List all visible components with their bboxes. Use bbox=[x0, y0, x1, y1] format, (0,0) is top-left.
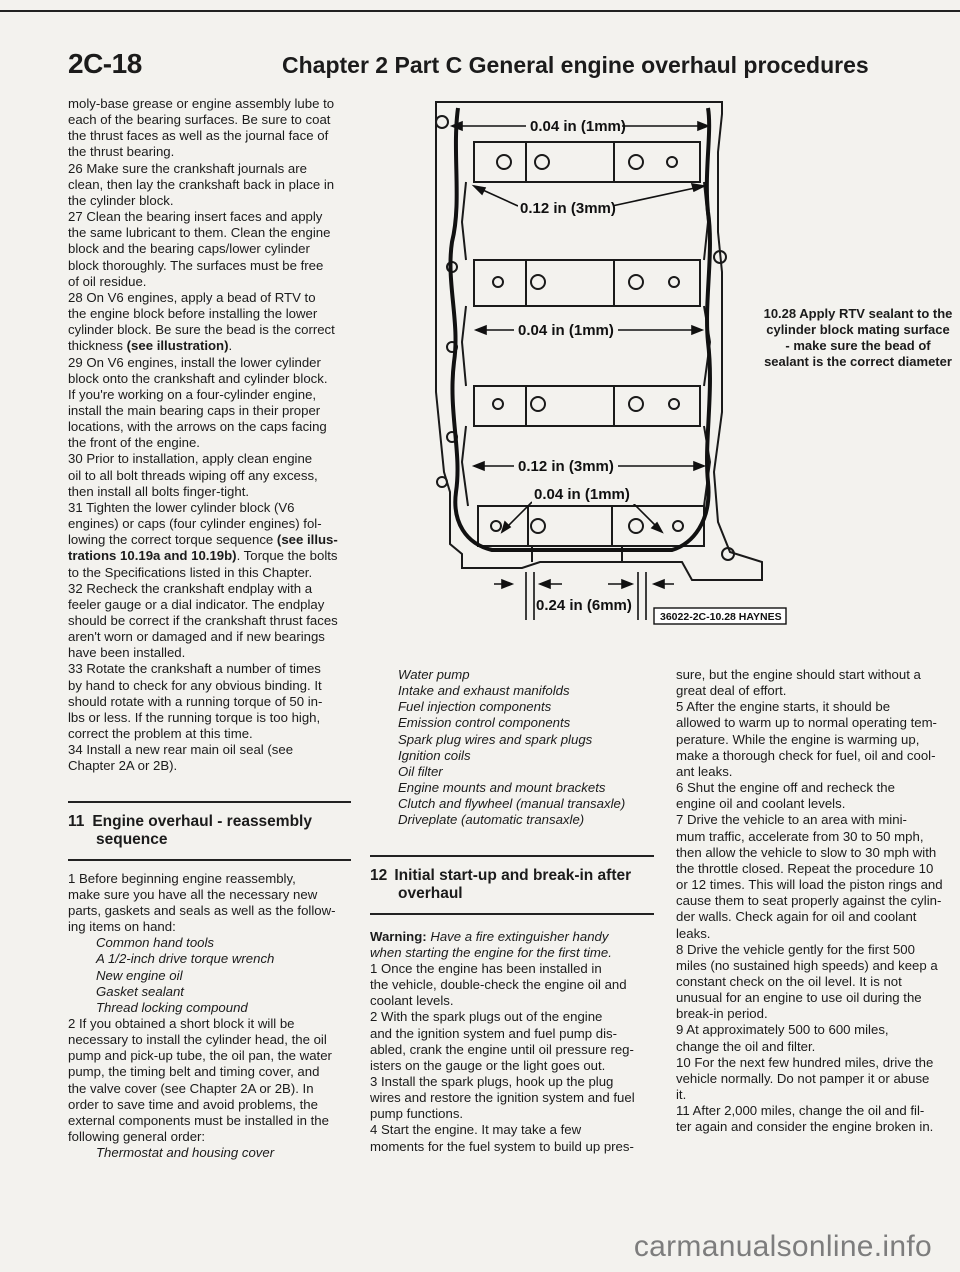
body-line: der walls. Check again for oil and coolant bbox=[676, 909, 917, 925]
column-3 bbox=[676, 667, 951, 1136]
section-number: 12 bbox=[370, 866, 388, 884]
list-item: Driveplate (automatic transaxle) bbox=[398, 812, 585, 828]
body-line: 8 Drive the vehicle gently for the first 500 bbox=[676, 941, 915, 957]
body-line: lbs or less. If the running torque is too high, bbox=[68, 709, 321, 725]
body-line: Chapter 2A or 2B). bbox=[68, 758, 178, 774]
list-item: Common hand tools bbox=[96, 935, 215, 951]
body-line: oil to all bolt threads wiping off any excess, bbox=[68, 467, 318, 483]
column-1 bbox=[68, 96, 351, 1161]
body-line: 6 Shut the engine off and recheck the bbox=[676, 780, 895, 796]
body-line: 27 Clean the bearing insert faces and apply bbox=[68, 209, 323, 225]
body-line: the same lubricant to them. Clean the engine bbox=[68, 225, 331, 241]
body-line: pump functions. bbox=[370, 1106, 464, 1122]
list-item: Thermostat and housing cover bbox=[96, 1145, 275, 1161]
dimension-label: 0.12 in (3mm) bbox=[520, 200, 616, 217]
list-item: Clutch and flywheel (manual transaxle) bbox=[398, 796, 626, 812]
body-line: miles (no sustained high speeds) and keep a bbox=[676, 957, 938, 973]
illustration-ref: trations 10.19a and 10.19b) bbox=[68, 548, 237, 564]
body-line: ter again and consider the engine broken in. bbox=[676, 1119, 934, 1135]
warning-text: when starting the engine for the first time. bbox=[370, 944, 612, 960]
top-rule bbox=[0, 10, 960, 12]
list-item: New engine oil bbox=[96, 967, 183, 983]
page-header bbox=[68, 48, 928, 82]
body-line: 31 Tighten the lower cylinder block (V6 bbox=[68, 499, 295, 515]
body-line: pump and pick-up tube, the oil pan, the water bbox=[68, 1048, 332, 1064]
body-line: have been installed. bbox=[68, 645, 186, 661]
body-line: each of the bearing surfaces. Be sure to coat bbox=[68, 112, 331, 128]
body-line: 29 On V6 engines, install the lower cylinder bbox=[68, 354, 321, 370]
section-12-heading bbox=[370, 855, 654, 915]
body-line: block onto the crankshaft and cylinder block. bbox=[68, 370, 328, 386]
body-line: 7 Drive the vehicle to an area with mini- bbox=[676, 812, 907, 828]
engine-block-figure bbox=[422, 92, 790, 632]
list-item: Gasket sealant bbox=[96, 983, 184, 999]
body-line: If you're working on a four-cylinder engine, bbox=[68, 386, 317, 402]
body-line: 3 Install the spark plugs, hook up the plug bbox=[370, 1073, 614, 1089]
body-line: the engine block before installing the lower bbox=[68, 306, 318, 322]
body-line: 30 Prior to installation, apply clean engine bbox=[68, 451, 313, 467]
body-line: leaks. bbox=[676, 925, 711, 941]
section-11-heading bbox=[68, 801, 351, 861]
body-line: 2 With the spark plugs out of the engine bbox=[370, 1009, 603, 1025]
body-line: correct the problem at this time. bbox=[68, 726, 253, 742]
section-title: Initial start-up and break-in after bbox=[394, 866, 632, 884]
list-item: Oil filter bbox=[398, 763, 443, 779]
section-heading-line bbox=[68, 813, 351, 831]
body-line: 1 Once the engine has been installed in bbox=[370, 960, 602, 976]
bulkhead-4 bbox=[478, 506, 704, 546]
body-line: break-in period. bbox=[676, 1006, 768, 1022]
body-line: constant check on the oil level. It is not bbox=[676, 973, 902, 989]
body-line: should rotate with a running torque of 50 in- bbox=[68, 693, 323, 709]
list-item: Thread locking compound bbox=[96, 999, 248, 1015]
dimension-label: 0.04 in (1mm) bbox=[518, 322, 614, 339]
body-line: locations, with the arrows on the caps facing bbox=[68, 419, 327, 435]
warning-label: Warning: bbox=[370, 928, 427, 944]
list-item: Intake and exhaust manifolds bbox=[398, 683, 570, 699]
dimension-label: 0.04 in (1mm) bbox=[534, 486, 630, 503]
illustration-ref: (see illus- bbox=[273, 532, 338, 548]
body-line: engines) or caps (four cylinder engines) fol- bbox=[68, 516, 322, 532]
body-line bbox=[68, 532, 351, 548]
body-line: coolant levels. bbox=[370, 993, 454, 1009]
dimension-label: 0.24 in (6mm) bbox=[536, 597, 632, 614]
body-line: block and the bearing caps/lower cylinder bbox=[68, 241, 310, 257]
body-line: install the main bearing caps in their proper bbox=[68, 402, 321, 418]
figure-code: 36022-2C-10.28 HAYNES bbox=[660, 611, 782, 623]
engine-block-diagram bbox=[422, 92, 790, 632]
section-title: Engine overhaul - reassembly bbox=[92, 812, 312, 830]
body-line: or 12 times. This will load the piston rings and bbox=[676, 877, 943, 893]
body-line: great deal of effort. bbox=[676, 683, 787, 699]
body-line: 10 For the next few hundred miles, drive the bbox=[676, 1054, 934, 1070]
body-line: the cylinder block. bbox=[68, 192, 174, 208]
body-line: make a thorough check for fuel, oil and cool- bbox=[676, 747, 936, 763]
body-line: allowed to warm up to normal operating tem- bbox=[676, 715, 937, 731]
site-watermark: carmanualsonline.info bbox=[633, 1230, 932, 1263]
body-line: vehicle normally. Do not pamper it or abuse bbox=[676, 1070, 930, 1086]
body-line: 2 If you obtained a short block it will be bbox=[68, 1015, 295, 1031]
body-line: order to save time and avoid problems, the bbox=[68, 1096, 318, 1112]
section-title: sequence bbox=[96, 830, 168, 848]
bulkhead-2 bbox=[474, 260, 700, 306]
body-line: feeler gauge or a dial indicator. The endplay bbox=[68, 596, 325, 612]
list-item: A 1/2-inch drive torque wrench bbox=[96, 951, 275, 967]
text-span: . Torque the bolts bbox=[236, 548, 338, 564]
body-line: 33 Rotate the crankshaft a number of times bbox=[68, 661, 321, 677]
body-line: and the ignition system and fuel pump dis- bbox=[370, 1025, 618, 1041]
body-line: block thoroughly. The surfaces must be free bbox=[68, 257, 324, 273]
block-outline bbox=[436, 102, 762, 580]
body-line: of oil residue. bbox=[68, 273, 147, 289]
body-line: 5 After the engine starts, it should be bbox=[676, 699, 891, 715]
body-line: 9 At approximately 500 to 600 miles, bbox=[676, 1022, 889, 1038]
body-line: ant leaks. bbox=[676, 763, 733, 779]
warning-text: Have a fire extinguisher handy bbox=[426, 928, 609, 944]
body-line: wires and restore the ignition system and fuel bbox=[370, 1090, 635, 1106]
body-line: the throttle closed. Repeat the procedure 10 bbox=[676, 860, 934, 876]
section-heading-line bbox=[370, 867, 654, 885]
body-line bbox=[68, 338, 351, 354]
body-line: 26 Make sure the crankshaft journals are bbox=[68, 160, 307, 176]
body-line: unusual for an engine to use oil during the bbox=[676, 990, 922, 1006]
body-line: by hand to check for any obvious binding. It bbox=[68, 677, 322, 693]
body-line: sure, but the engine should start without a bbox=[676, 667, 921, 682]
body-line: 1 Before beginning engine reassembly, bbox=[68, 870, 296, 886]
body-line: 28 On V6 engines, apply a bead of RTV to bbox=[68, 289, 316, 305]
section-title: overhaul bbox=[398, 884, 463, 902]
body-line: isters on the gauge or the light goes out. bbox=[370, 1057, 606, 1073]
body-line: ing items on hand: bbox=[68, 919, 176, 935]
body-line: 11 After 2,000 miles, change the oil and fil- bbox=[676, 1103, 925, 1119]
body-line: the vehicle, double-check the engine oil and bbox=[370, 977, 627, 993]
body-line: necessary to install the cylinder head, the oil bbox=[68, 1032, 327, 1048]
text-span: lowing the correct torque sequence bbox=[68, 532, 274, 548]
body-line: abled, crank the engine until oil pressure reg- bbox=[370, 1041, 634, 1057]
list-item: Engine mounts and mount brackets bbox=[398, 780, 606, 796]
figure-caption: 10.28 Apply RTV sealant to the cylinder block mating surface - make sure the bead of sealant is the correct diameter bbox=[763, 306, 953, 369]
list-item: Water pump bbox=[398, 667, 470, 682]
warning-line bbox=[370, 929, 654, 945]
page-number: 2C-18 bbox=[68, 48, 142, 79]
body-line: change the oil and filter. bbox=[676, 1038, 816, 1054]
body-line: cylinder block. Be sure the bead is the correct bbox=[68, 322, 335, 338]
body-line: to the Specifications listed in this Chapter. bbox=[68, 564, 313, 580]
body-line: pump, the timing belt and timing cover, and bbox=[68, 1064, 320, 1080]
body-line: cause them to seat properly against the cylin- bbox=[676, 893, 942, 909]
illustration-ref: (see illustration) bbox=[126, 338, 229, 354]
body-line: the thrust faces as well as the journal face of bbox=[68, 128, 329, 144]
body-line: the front of the engine. bbox=[68, 435, 200, 451]
dimension-label: 0.12 in (3mm) bbox=[518, 458, 614, 475]
body-line: make sure you have all the necessary new bbox=[68, 886, 318, 902]
text-span: . bbox=[228, 338, 233, 354]
body-line: external components must be installed in the bbox=[68, 1112, 329, 1128]
list-item: Spark plug wires and spark plugs bbox=[398, 731, 593, 747]
column-2 bbox=[370, 667, 654, 1155]
body-line: moly-base grease or engine assembly lube to bbox=[68, 96, 335, 111]
body-line: aren't worn or damaged and if new bearings bbox=[68, 629, 325, 645]
body-line: it. bbox=[676, 1087, 687, 1103]
body-line: moments for the fuel system to build up pres- bbox=[370, 1138, 634, 1154]
list-item: Ignition coils bbox=[398, 747, 471, 763]
body-line bbox=[68, 548, 351, 564]
body-line: the thrust bearing. bbox=[68, 144, 175, 160]
body-line: should be correct if the crankshaft thrust faces bbox=[68, 613, 338, 628]
body-line: the valve cover (see Chapter 2A or 2B). In bbox=[68, 1080, 314, 1096]
body-line: 4 Start the engine. It may take a few bbox=[370, 1122, 582, 1138]
body-line: then install all bolts finger-tight. bbox=[68, 483, 250, 499]
body-line: engine oil and coolant levels. bbox=[676, 796, 846, 812]
body-line: clean, then lay the crankshaft back in place in bbox=[68, 176, 335, 192]
section-number: 11 bbox=[68, 812, 85, 830]
text-span: thickness bbox=[68, 338, 127, 354]
body-line: perature. While the engine is warming up, bbox=[676, 731, 920, 747]
body-line: 34 Install a new rear main oil seal (see bbox=[68, 742, 294, 758]
dimension-label: 0.04 in (1mm) bbox=[530, 118, 626, 135]
body-line: following general order: bbox=[68, 1129, 206, 1145]
body-line: mum traffic, accelerate from 30 to 50 mph, bbox=[676, 828, 924, 844]
chapter-title: Chapter 2 Part C General engine overhaul procedures bbox=[282, 52, 869, 78]
list-item: Fuel injection components bbox=[398, 699, 552, 715]
body-line: parts, gaskets and seals as well as the follow- bbox=[68, 902, 336, 918]
body-line: then allow the vehicle to slow to 30 mph with bbox=[676, 844, 937, 860]
body-line: 32 Recheck the crankshaft endplay with a bbox=[68, 580, 313, 596]
list-item: Emission control components bbox=[398, 715, 571, 731]
bulkhead-3 bbox=[474, 386, 700, 426]
